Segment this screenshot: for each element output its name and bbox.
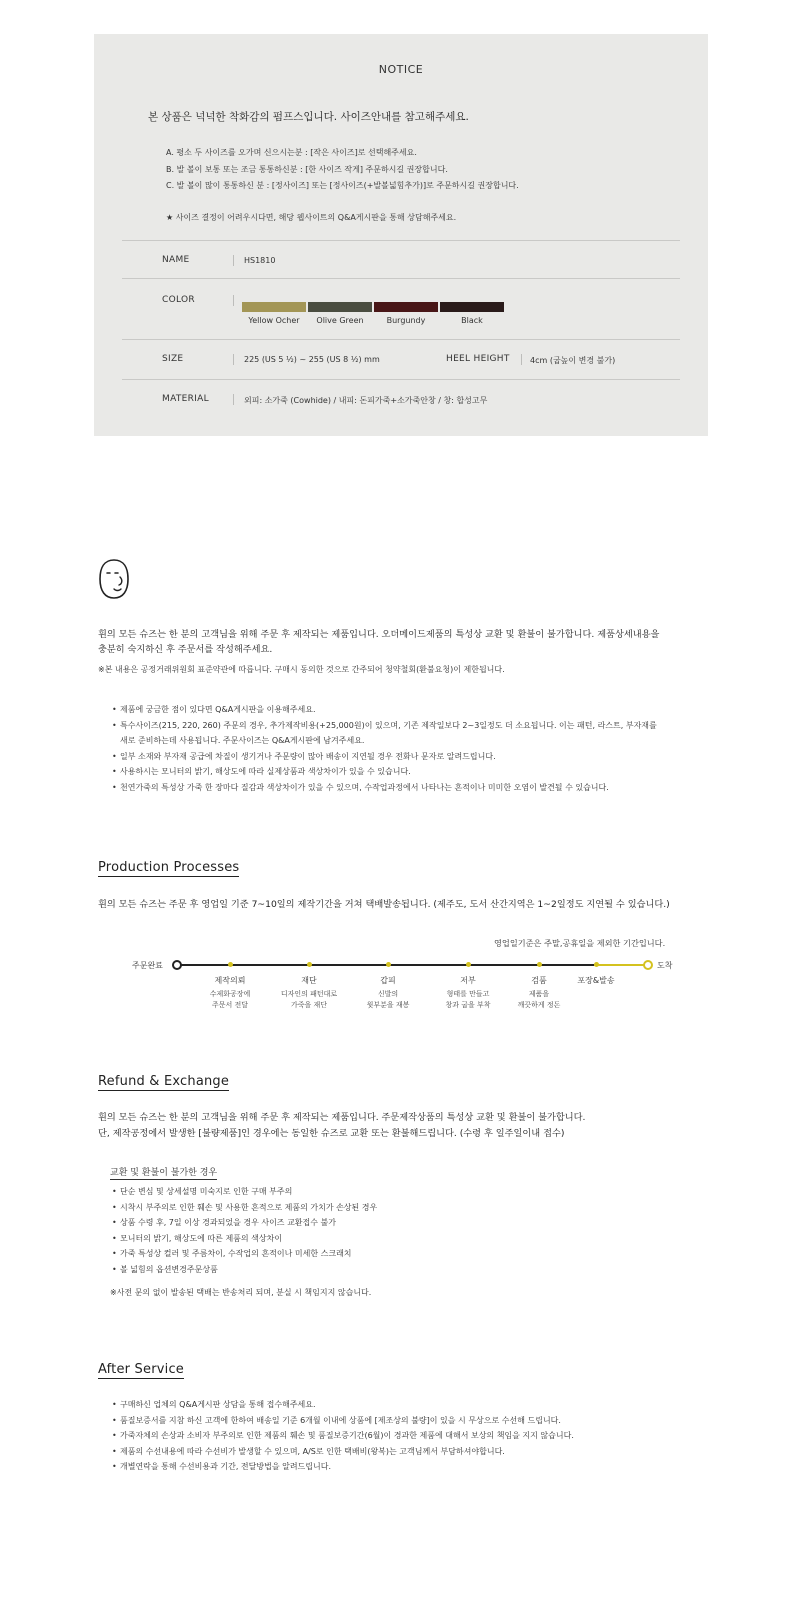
process-step-dot	[228, 962, 233, 967]
notice-box	[94, 34, 708, 436]
process-step-label: 포장&발송	[577, 976, 615, 985]
intro-line: 충분히 숙지하신 후 주문서를 작성해주세요.	[98, 644, 273, 655]
divider	[521, 354, 522, 365]
divider	[122, 339, 680, 340]
material-value: 외피: 소가죽 (Cowhide) / 내피: 돈피가죽+소가죽안창 / 창: 합성고무	[244, 396, 488, 405]
list-item: 새로 준비하는데 사용됩니다. 주문사이즈는 Q&A게시판에 남겨주세요.	[120, 736, 365, 746]
process-step-dot	[594, 962, 599, 967]
notice-item: A. 평소 두 사이즈를 오가며 신으시는분 : [작은 사이즈]로 선택해주세요.	[166, 148, 417, 157]
list-item: • 일부 소재와 부자재 공급에 차질이 생기거나 주문량이 많아 배송이 지연될 경우 전화나 문자로 알려드립니다.	[112, 749, 657, 765]
production-note: 영업일기준은 주말,공휴일을 제외한 기간입니다.	[494, 938, 666, 948]
size-value: 225 (US 5 ½) ~ 255 (US 8 ½) mm	[244, 355, 380, 364]
process-step-desc: 형태를 만들고 창과 굽을 부착	[445, 990, 491, 1009]
process-step-label: 저부	[460, 976, 476, 985]
divider	[233, 295, 234, 306]
list-item: • 가죽자체의 손상과 소비자 부주의로 인한 제품의 훼손 및 품질보증기간(6월)이 경과한 제품에 대해서 보상의 책임을 지지 않습니다.	[112, 1428, 574, 1444]
list-item: • 모니터의 밝기, 해상도에 따른 제품의 색상차이	[112, 1231, 377, 1247]
refund-bullet-list	[112, 1184, 377, 1278]
process-step-desc: 신발의 윗부분을 재봉	[366, 990, 410, 1009]
process-end-point	[643, 960, 653, 970]
process-step-dot	[307, 962, 312, 967]
production-text: 휜의 모든 슈즈는 주문 후 영업일 기준 7~10일의 제작기간을 거쳐 택배발송됩니다. (제주도, 도서 산간지역은 1~2일정도 지연될 수 있습니다.)	[98, 899, 670, 910]
divider	[233, 354, 234, 365]
name-label: NAME	[162, 255, 190, 265]
process-step-dot	[386, 962, 391, 967]
divider	[122, 379, 680, 380]
color-swatch-burgundy	[374, 302, 438, 312]
refund-note: ※사전 문의 없이 발송된 택배는 반송처리 되며, 분실 시 책임지지 않습니다.	[110, 1288, 372, 1297]
color-swatch-yellow-ocher	[242, 302, 306, 312]
notice-star-note: ★ 사이즈 결정이 어려우시다면, 해당 웹사이트의 Q&A게시판을 통해 상담해주세요.	[166, 213, 457, 222]
list-item: • 구매하신 업체의 Q&A게시판 상담을 통해 접수해주세요.	[112, 1397, 574, 1413]
color-name: Olive Green	[316, 316, 364, 325]
list-item: • 개별연락을 통해 수선비용과 기간, 전달방법을 알려드립니다.	[112, 1459, 574, 1475]
after-service-heading: After Service	[98, 1362, 184, 1377]
list-item: • 품질보증서를 지참 하신 고객에 한하여 배송일 기준 6개월 이내에 상품에 [제조상의 불량]이 있을 시 무상으로 수선해 드립니다.	[112, 1413, 574, 1429]
list-item: • 특수사이즈(215, 220, 260) 주문의 경우, 추가제작비용(+25,000원)이 있으며, 기존 제작일보다 2~3일정도 더 소요됩니다. 이는 패턴, 라스트, 부자재를	[112, 718, 657, 734]
list-item: • 가죽 특성상 컬러 및 주름차이, 수작업의 흔적이나 미세한 스크래치	[112, 1246, 377, 1262]
divider	[122, 240, 680, 241]
refund-line: 단, 제작공정에서 발생한 [불량제품]인 경우에는 동일한 슈즈로 교환 또는 환불해드립니다. (수령 후 일주일이내 접수)	[98, 1128, 565, 1139]
process-step-desc: 제품을 깨끗하게 정돈	[517, 990, 561, 1009]
color-name: Burgundy	[386, 316, 426, 325]
notice-item: B. 발 볼이 보통 또는 조금 통통하신분 : [한 사이즈 작게] 주문하시길 권장합니다.	[166, 164, 448, 174]
heel-height-label: HEEL HEIGHT	[446, 354, 510, 364]
list-item: • 제품의 수선내용에 따라 수선비가 발생할 수 있으며, A/S로 인한 택배비(왕복)는 고객님께서 부담하셔야합니다.	[112, 1444, 574, 1460]
list-item: • 볼 넓힘의 옵션변경주문상품	[112, 1262, 377, 1278]
process-step-label: 검품	[531, 976, 547, 985]
color-name: Black	[461, 316, 483, 325]
process-start-label: 주문완료	[132, 961, 163, 970]
size-label: SIZE	[162, 354, 184, 364]
list-item: • 단순 변심 및 상세설명 미숙지로 인한 구매 부주의	[112, 1184, 377, 1200]
process-step-label: 갑피	[380, 976, 396, 985]
intro-bullet-list	[112, 702, 657, 796]
notice-title: NOTICE	[378, 63, 424, 76]
intro-note: ※본 내용은 공정거래위원회 표준약관에 따릅니다. 구매시 동의한 것으로 간주되어 청약철회(환불요청)이 제한됩니다.	[98, 665, 505, 674]
process-step-dot	[537, 962, 542, 967]
process-step-dot	[466, 962, 471, 967]
notice-size-guide	[166, 145, 519, 195]
process-step-label: 재단	[301, 976, 317, 985]
process-step-label: 제작의뢰	[214, 976, 246, 985]
color-name: Yellow Ocher	[248, 316, 300, 325]
heel-height-value: 4cm (굽높이 변경 불가)	[530, 356, 616, 365]
refund-sub-heading: 교환 및 환불이 불가한 경우	[110, 1165, 217, 1180]
intro-line: 휜의 모든 슈즈는 한 분의 고객님을 위해 주문 후 제작되는 제품입니다. 오더메이드제품의 특성상 교환 및 환불이 불가합니다. 제품상세내용을	[98, 629, 660, 640]
color-label: COLOR	[162, 295, 195, 305]
after-service-bullet-list	[112, 1397, 574, 1475]
divider	[122, 278, 680, 279]
notice-item: C. 발 볼이 많이 통통하신 분 : [정사이즈] 또는 [정사이즈(+발볼넓힘추가)]로 주문하시길 권장합니다.	[166, 181, 519, 190]
divider	[233, 394, 234, 405]
refund-heading: Refund & Exchange	[98, 1074, 230, 1089]
process-step-desc: 수제화공장에 주문서 전달	[209, 990, 251, 1009]
material-label: MATERIAL	[162, 394, 209, 404]
name-value: HS1810	[244, 256, 276, 265]
process-line-final	[594, 964, 644, 966]
list-item: • 상품 수령 후, 7일 이상 경과되었을 경우 사이즈 교환접수 불가	[112, 1215, 377, 1231]
list-item: • 시착시 부주의로 인한 훼손 및 사용한 흔적으로 제품의 가치가 손상된 경우	[112, 1200, 377, 1216]
list-item: • 사용하시는 모니터의 밝기, 해상도에 따라 실제상품과 색상차이가 있을 수 있습니다.	[112, 764, 657, 780]
process-end-label: 도착	[657, 961, 673, 970]
process-start-point	[172, 960, 182, 970]
color-swatch-black	[440, 302, 504, 312]
process-step-desc: 디자인의 패턴대로 가죽을 재단	[280, 990, 338, 1009]
list-item: • 제품에 궁금한 점이 있다면 Q&A게시판을 이용해주세요.	[112, 702, 657, 718]
production-heading: Production Processes	[98, 860, 240, 875]
notice-lead: 본 상품은 넉넉한 착화감의 펌프스입니다. 사이즈안내를 참고해주세요.	[148, 111, 469, 123]
list-item: • 천연가죽의 특성상 가죽 한 장마다 질감과 색상차이가 있을 수 있으며, 수작업과정에서 나타나는 흔적이나 미미한 오염이 발견될 수 있습니다.	[112, 780, 657, 796]
color-swatch-olive-green	[308, 302, 372, 312]
divider	[233, 255, 234, 266]
refund-line: 휜의 모든 슈즈는 한 분의 고객님을 위해 주문 후 제작되는 제품입니다. 주문제작상품의 특성상 교환 및 환불이 불가합니다.	[98, 1112, 586, 1123]
face-icon	[98, 558, 130, 600]
